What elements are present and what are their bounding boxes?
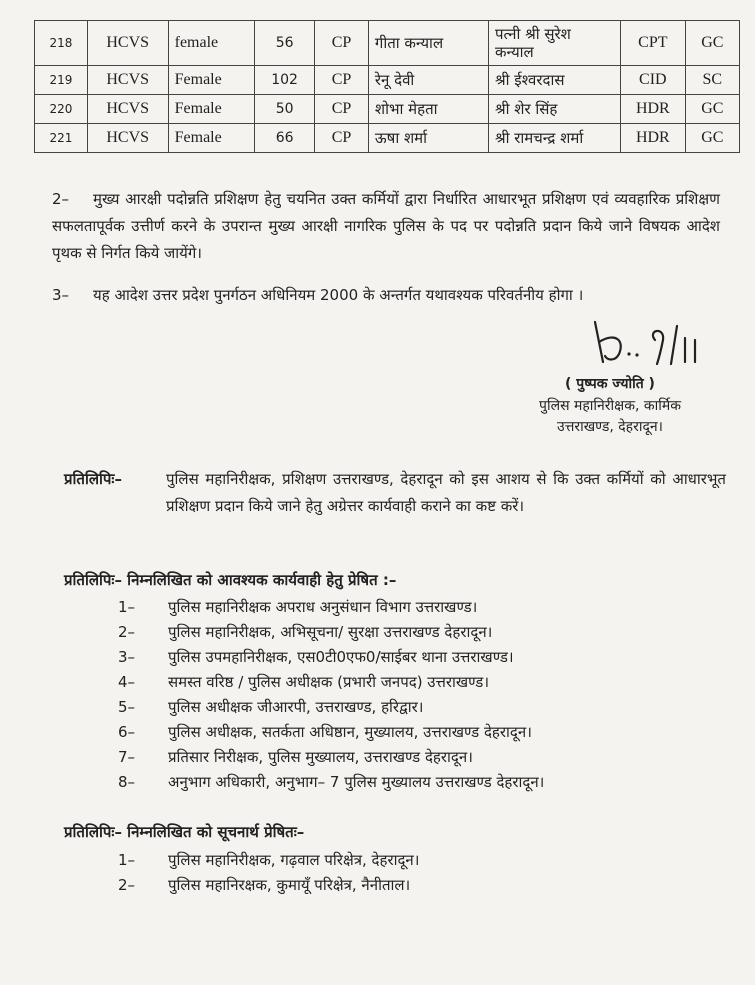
copy-to-training (64, 466, 726, 515)
group-cell: GC (685, 95, 739, 124)
category-cell: HCVS (87, 124, 168, 153)
category-cell: HCVS (87, 66, 168, 95)
personnel-table (34, 20, 740, 153)
paragraph-3 (52, 282, 720, 309)
copy-action-heading: प्रतिलिपिः– निम्नलिखित को आवश्यक कार्यवाही हेतु प्रेषित :– (64, 571, 397, 589)
serial-cell: 220 (35, 95, 88, 124)
group-cell: SC (685, 66, 739, 95)
rank-cell: CP (315, 124, 369, 153)
signatory-location: उत्तराखण्ड, देहरादून। (557, 419, 663, 435)
unit-cell: HDR (621, 124, 686, 153)
copy-label: प्रतिलिपिः– (64, 470, 122, 488)
copy-info-heading: प्रतिलिपिः– निम्नलिखित को सूचनार्थ प्रेषितः– (64, 823, 305, 841)
table-row (35, 66, 740, 95)
list-item: 6– पुलिस अधीक्षक, सतर्कता अधिष्ठान, मुख्यालय, उत्तराखण्ड देहरादून। (118, 723, 532, 741)
table-row (35, 21, 740, 66)
info-recipients-list (118, 848, 419, 898)
category-cell: HCVS (87, 95, 168, 124)
group-cell: GC (685, 124, 739, 153)
category-cell: HCVS (87, 21, 168, 66)
number-cell: 102 (255, 66, 315, 95)
table-row (35, 95, 740, 124)
relation-cell: पत्नी श्री सुरेश कन्याल (489, 21, 621, 66)
name-cell: रेनू देवी (368, 66, 488, 95)
list-item: 2– पुलिस महानिरक्षक, कुमायूँ परिक्षेत्र, नैनीताल। (118, 876, 411, 894)
unit-cell: CPT (621, 21, 686, 66)
copy-text: पुलिस महानिरीक्षक, प्रशिक्षण उत्तराखण्ड, देहरादून को इस आशय से कि उक्त कर्मियों को आधारभूत प्रशिक्षण प्रदान किये जाने हेतु अग्रेत्तर कार्यवाही कराने का कष्ट करें। (166, 470, 726, 515)
list-item: 3– पुलिस उपमहानिरीक्षक, एस0टी0एफ0/साईबर थाना उत्तराखण्ड। (118, 648, 514, 666)
name-cell: ऊषा शर्मा (368, 124, 488, 153)
list-item: 7– प्रतिसार निरीक्षक, पुलिस मुख्यालय, उत्तराखण्ड देहरादून। (118, 748, 473, 766)
list-item: 4– समस्त वरिष्ठ / पुलिस अधीक्षक (प्रभारी जनपद) उत्तराखण्ड। (118, 673, 490, 691)
signatory-designation: पुलिस महानिरीक्षक, कार्मिक (539, 398, 681, 414)
paragraph-text: यह आदेश उत्तर प्रदेश पुनर्गठन अधिनियम 2000 के अन्तर्गत यथावश्यक परिवर्तनीय होगा । (93, 286, 584, 304)
serial-cell: 221 (35, 124, 88, 153)
list-item: 2– पुलिस महानिरीक्षक, अभिसूचना/ सुरक्षा उत्तराखण्ड देहरादून। (118, 623, 493, 641)
gender-cell: Female (168, 95, 254, 124)
list-item: 8– अनुभाग अधिकारी, अनुभाग– 7 पुलिस मुख्यालय उत्तराखण्ड देहरादून। (118, 773, 545, 791)
name-cell: गीता कन्याल (368, 21, 488, 66)
signatory-name: ( पुष्पक ज्योति ) (565, 376, 655, 392)
relation-cell: श्री रामचन्द्र शर्मा (489, 124, 621, 153)
paragraph-text: मुख्य आरक्षी पदोन्नति प्रशिक्षण हेतु चयनित उक्त कर्मियों द्वारा निर्धारित आधारभूत प्रशिक्षण एवं व्यवहारिक प्रशिक्षण सफलतापूर्वक उत्तीर्ण करने के उपरान्त मुख्य आरक्षी नागरिक पुलिस के पद पर पदोन्नति प्रदान किये जाने विषयक आदेश पृथक से निर्गत किये जायेंगे। (52, 190, 720, 262)
gender-cell: Female (168, 124, 254, 153)
gender-cell: Female (168, 66, 254, 95)
handwritten-signature (585, 312, 715, 374)
number-cell: 50 (255, 95, 315, 124)
serial-cell: 219 (35, 66, 88, 95)
paragraph-number: 2– (52, 190, 70, 208)
action-recipients-list (118, 595, 544, 795)
paragraph-number: 3– (52, 286, 70, 304)
list-item: 1– पुलिस महानिरीक्षक, गढ़वाल परिक्षेत्र, देहरादून। (118, 851, 420, 869)
relation-cell: श्री शेर सिंह (489, 95, 621, 124)
name-cell: शोभा मेहता (368, 95, 488, 124)
number-cell: 66 (255, 124, 315, 153)
list-item: 1– पुलिस महानिरीक्षक अपराध अनुसंधान विभाग उत्तराखण्ड। (118, 598, 478, 616)
serial-cell: 218 (35, 21, 88, 66)
rank-cell: CP (315, 21, 369, 66)
unit-cell: HDR (621, 95, 686, 124)
table-row (35, 124, 740, 153)
group-cell: GC (685, 21, 739, 66)
paragraph-2 (52, 186, 720, 267)
gender-cell: female (168, 21, 254, 66)
relation-cell: श्री ईश्वरदास (489, 66, 621, 95)
rank-cell: CP (315, 95, 369, 124)
unit-cell: CID (621, 66, 686, 95)
list-item: 5– पुलिस अधीक्षक जीआरपी, उत्तराखण्ड, हरिद्वार। (118, 698, 424, 716)
rank-cell: CP (315, 66, 369, 95)
number-cell: 56 (255, 21, 315, 66)
